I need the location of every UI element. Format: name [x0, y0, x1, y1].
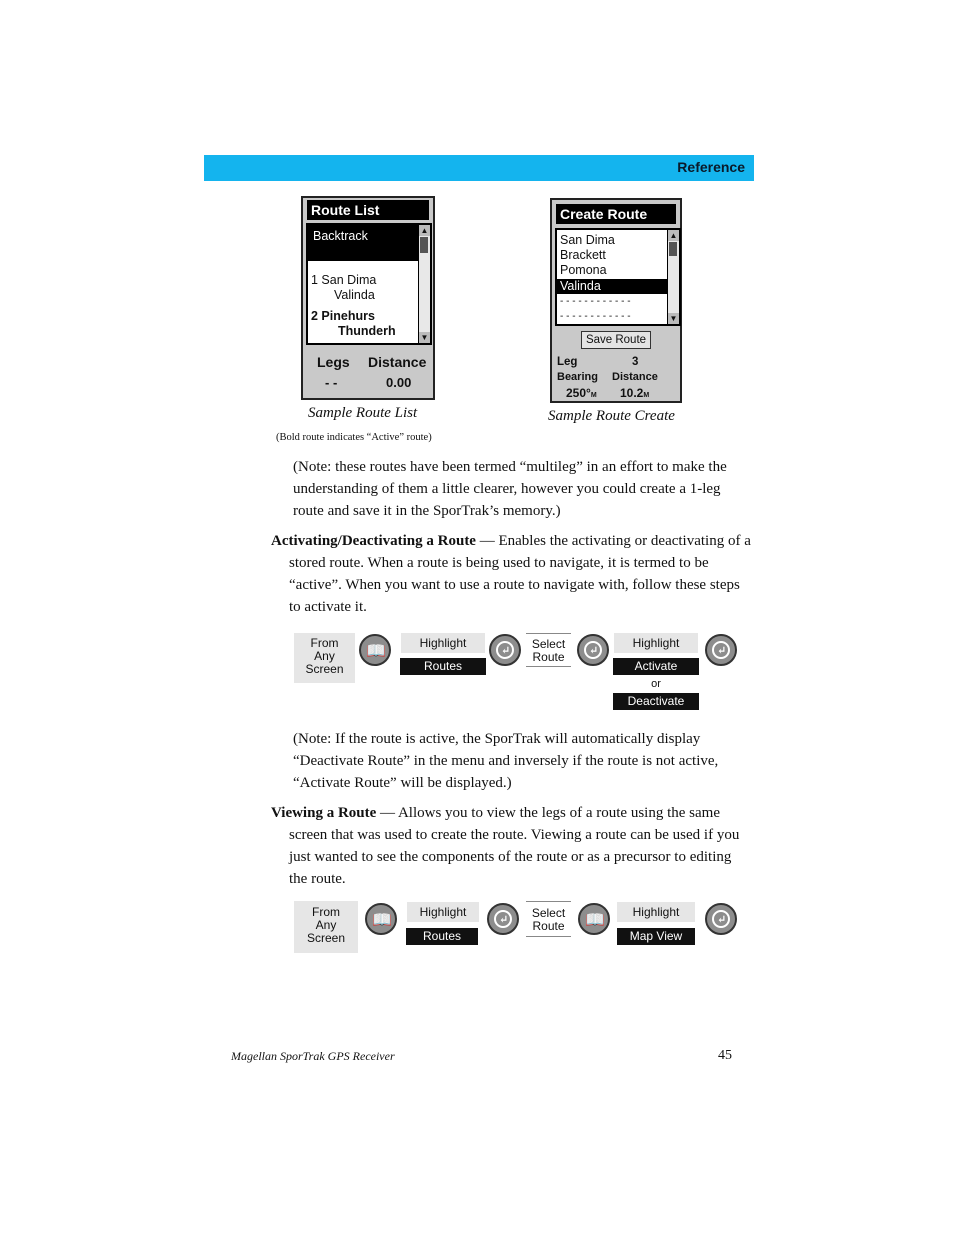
list-item-selected: Valinda [557, 279, 668, 294]
route-list-screen [301, 196, 435, 400]
highlight-label: Highlight [614, 633, 698, 653]
scroll-thumb[interactable] [420, 237, 428, 253]
scroll-up-icon[interactable]: ▲ [669, 231, 678, 240]
enter-icon: ↵ [501, 645, 511, 657]
route-list-caption: Sample Route List [308, 405, 418, 421]
legs-value: - - [325, 375, 338, 390]
scroll-down-icon[interactable]: ▼ [669, 314, 678, 323]
distance-value: 10.2M [620, 386, 650, 400]
activate-body: — Enables the activating or deactivating of a stored route. When a route is being used to navigate, it is termed to be “active”. When you want to use a route to navigate with, follow these steps to activate it. [289, 533, 751, 615]
list-item: San Dima [560, 233, 615, 247]
section-header-bar [204, 155, 754, 181]
bearing-value: 250°M [566, 386, 597, 400]
scroll-up-icon[interactable]: ▲ [420, 226, 429, 235]
viewing-body: — Allows you to view the legs of a route using the same screen that was used to create the route. Viewing a route can be used if you just wanted to see the components of the route or as a precursor to editing the route. [289, 805, 740, 887]
from-any-screen-box: From Any Screen [294, 901, 358, 953]
scroll-down-icon[interactable]: ▼ [420, 333, 429, 342]
book-icon: 📖 [372, 912, 392, 929]
enter-icon: ↵ [589, 645, 599, 657]
enter-button[interactable] [705, 634, 737, 666]
leg-value: 3 [632, 356, 639, 368]
enter-button[interactable] [577, 634, 609, 666]
page-number: 45 [718, 1048, 732, 1063]
list-item-empty: - - - - - - - - - - - - [560, 296, 631, 307]
note-multileg: (Note: these routes have been termed “multileg” in an effort to make the understanding of them a little clearer, however you could create a 1-leg route and save it in the SporTrak’s memory.) [293, 459, 727, 519]
create-route-title: Create Route [556, 204, 676, 224]
highlight-label: Highlight [407, 902, 479, 922]
select-route-label: Select Route [526, 901, 571, 937]
legs-label: Legs [317, 354, 350, 370]
enter-icon: ↵ [499, 914, 509, 926]
or-text: or [651, 678, 661, 690]
map-view-item: Map View [617, 928, 695, 945]
deactivate-item: Deactivate [613, 693, 699, 710]
leg-label: Leg [557, 356, 578, 368]
create-route-screen [550, 198, 682, 403]
select-route-label: Select Route [526, 633, 571, 667]
create-route-list-box [555, 228, 681, 326]
list-item: Valinda [334, 288, 375, 302]
activate-paragraph [271, 530, 751, 618]
save-route-button[interactable]: Save Route [581, 331, 651, 349]
distance-value: 0.00 [386, 375, 412, 390]
activate-item: Activate [613, 658, 699, 675]
highlight-label: Highlight [401, 633, 485, 653]
scrollbar[interactable] [418, 225, 430, 343]
list-item: Pomona [560, 263, 607, 277]
distance-label: Distance [368, 354, 427, 370]
menu-button[interactable] [578, 903, 610, 935]
highlight-label: Highlight [617, 902, 695, 922]
create-route-caption: Sample Route Create [548, 408, 675, 424]
routes-item: Routes [406, 928, 478, 945]
from-any-screen-box: From Any Screen [294, 633, 355, 683]
section-title: Reference [677, 159, 745, 175]
list-item-active: 2 Pinehurs [311, 309, 375, 323]
note-deactivate: (Note: If the route is active, the SporTrak will automatically display “Deactivate Route” in the menu and inversely if the route is not active, “Activate Route” will be displayed.) [293, 731, 719, 791]
routes-item: Routes [400, 658, 486, 675]
bearing-label: Bearing [557, 371, 598, 383]
book-icon: 📖 [366, 643, 386, 660]
list-item: 1 San Dima [311, 273, 377, 287]
enter-icon: ↵ [717, 914, 727, 926]
scroll-thumb[interactable] [669, 242, 677, 256]
enter-button[interactable] [705, 903, 737, 935]
enter-button[interactable] [487, 903, 519, 935]
enter-icon: ↵ [717, 645, 727, 657]
book-icon: 📖 [585, 912, 605, 929]
list-item-active: Thunderh [338, 324, 396, 338]
menu-button[interactable] [359, 634, 391, 666]
list-item: Brackett [560, 248, 606, 262]
viewing-heading: Viewing a Route [271, 805, 377, 821]
menu-button[interactable] [365, 903, 397, 935]
activate-heading: Activating/Deactivating a Route [271, 533, 476, 549]
route-list-box [306, 223, 432, 345]
list-item-empty: - - - - - - - - - - - - [560, 311, 631, 322]
list-item: Backtrack [308, 225, 421, 261]
scrollbar[interactable] [667, 230, 679, 324]
enter-button[interactable] [489, 634, 521, 666]
route-list-note: (Bold route indicates “Active” route) [276, 432, 432, 443]
footer-title: Magellan SporTrak GPS Receiver [231, 1049, 395, 1063]
viewing-paragraph [271, 802, 751, 890]
distance-label: Distance [612, 371, 658, 383]
route-list-title: Route List [307, 200, 429, 220]
